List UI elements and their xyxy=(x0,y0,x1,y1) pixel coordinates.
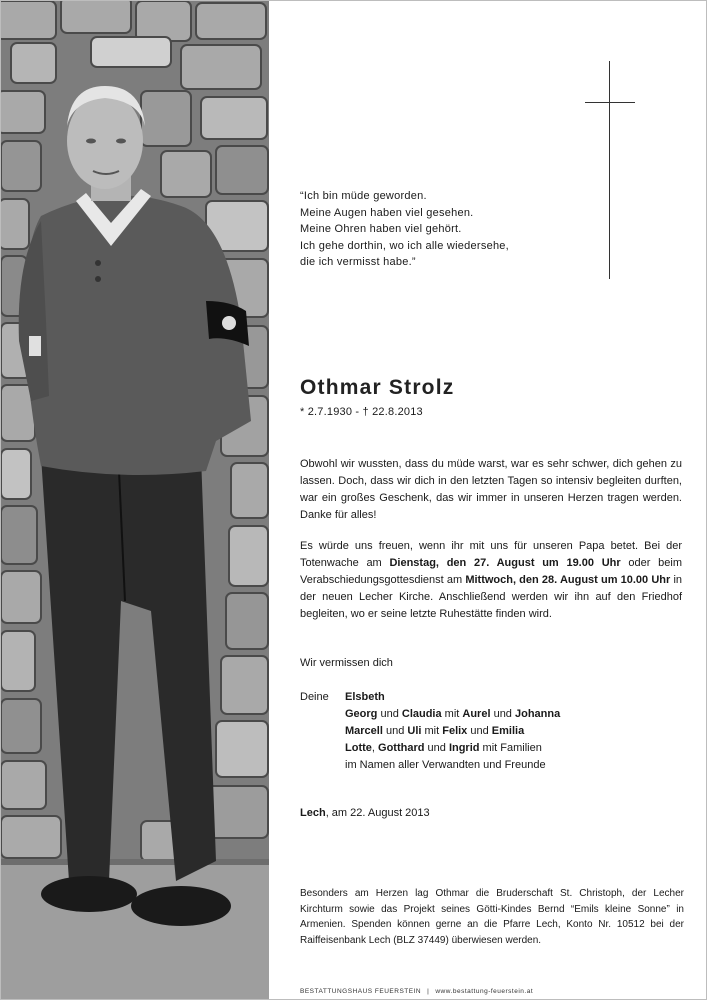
service-paragraph xyxy=(300,538,682,623)
quote-line: Ich gehe dorthin, wo ich alle wiedersehe, xyxy=(300,239,509,252)
miss-text: Wir vermissen dich xyxy=(300,657,393,669)
portrait-photo xyxy=(1,1,269,999)
footer-separator: | xyxy=(427,988,430,995)
quote-line: Meine Augen haben viel gesehen. xyxy=(300,206,474,219)
deceased-name: Othmar Strolz xyxy=(300,376,455,399)
service-text: oder beim Verabschiedungsgottesdienst am xyxy=(300,557,682,586)
family-row: im Namen aller Verwandten und Freunde xyxy=(345,759,546,771)
family-row: Marcell und Uli mit Felix und Emilia xyxy=(345,725,525,737)
place-date-text: , am 22. August 2013 xyxy=(325,807,430,819)
family-intro: Deine xyxy=(300,691,329,703)
footer-url[interactable]: www.bestattung-feuerstein.at xyxy=(435,988,534,995)
quote-line: “Ich bin müde geworden. xyxy=(300,190,427,202)
farewell-paragraph: Obwohl wir wussten, dass du müde warst, war es sehr schwer, dich gehen zu lassen. Doch, dass wir dich in den letzten Tagen so intensiv begleiten durften, war ein großes Geschenk, das wir immer in unseren Herzen tragen werden. Danke für alles! xyxy=(300,458,682,521)
quote-block xyxy=(300,188,685,271)
quote-line: Meine Ohren haben viel gehört. xyxy=(300,223,462,235)
footer xyxy=(300,988,533,995)
place-date xyxy=(300,807,685,819)
family-row: Lotte, Gotthard und Ingrid mit Familien xyxy=(345,742,542,754)
donation-note: Besonders am Herzen lag Othmar die Bruderschaft St. Christoph, der Lecher Kirchturm sowie das Projekt seines Götti-Kindes Bernd “Emils kleine Sonne” in Armenien. Spenden können gerne an die Pfarre Lech, Konto Nr. 10512 bei der Raiffeisenbank Lech (BLZ 37449) überwiesen werden. xyxy=(300,888,684,946)
footer-company: BESTATTUNGSHAUS FEUERSTEIN xyxy=(300,988,422,995)
family-row: Georg und Claudia mit Aurel und Johanna xyxy=(345,708,561,720)
portrait-illustration xyxy=(1,1,269,999)
family-row: Elsbeth xyxy=(345,691,385,703)
wake-date: Dienstag, den 27. August um 19.00 Uhr xyxy=(389,557,621,569)
service-text: Es würde uns freuen, wenn ihr mit uns für unseren Papa betet. Bei der Totenwache am xyxy=(300,540,682,569)
life-dates: * 2.7.1930 - † 22.8.2013 xyxy=(300,406,423,418)
quote-line: die ich vermisst habe.” xyxy=(300,256,416,268)
service-text: in der neuen Lecher Kirche. Anschließend werden wir ihn auf den Friedhof begleiten, wo er seine letzte Ruhestätte finden wird. xyxy=(300,574,683,620)
place-city: Lech xyxy=(300,807,326,819)
funeral-date: Mittwoch, den 28. August um 10.00 Uhr xyxy=(465,574,671,586)
